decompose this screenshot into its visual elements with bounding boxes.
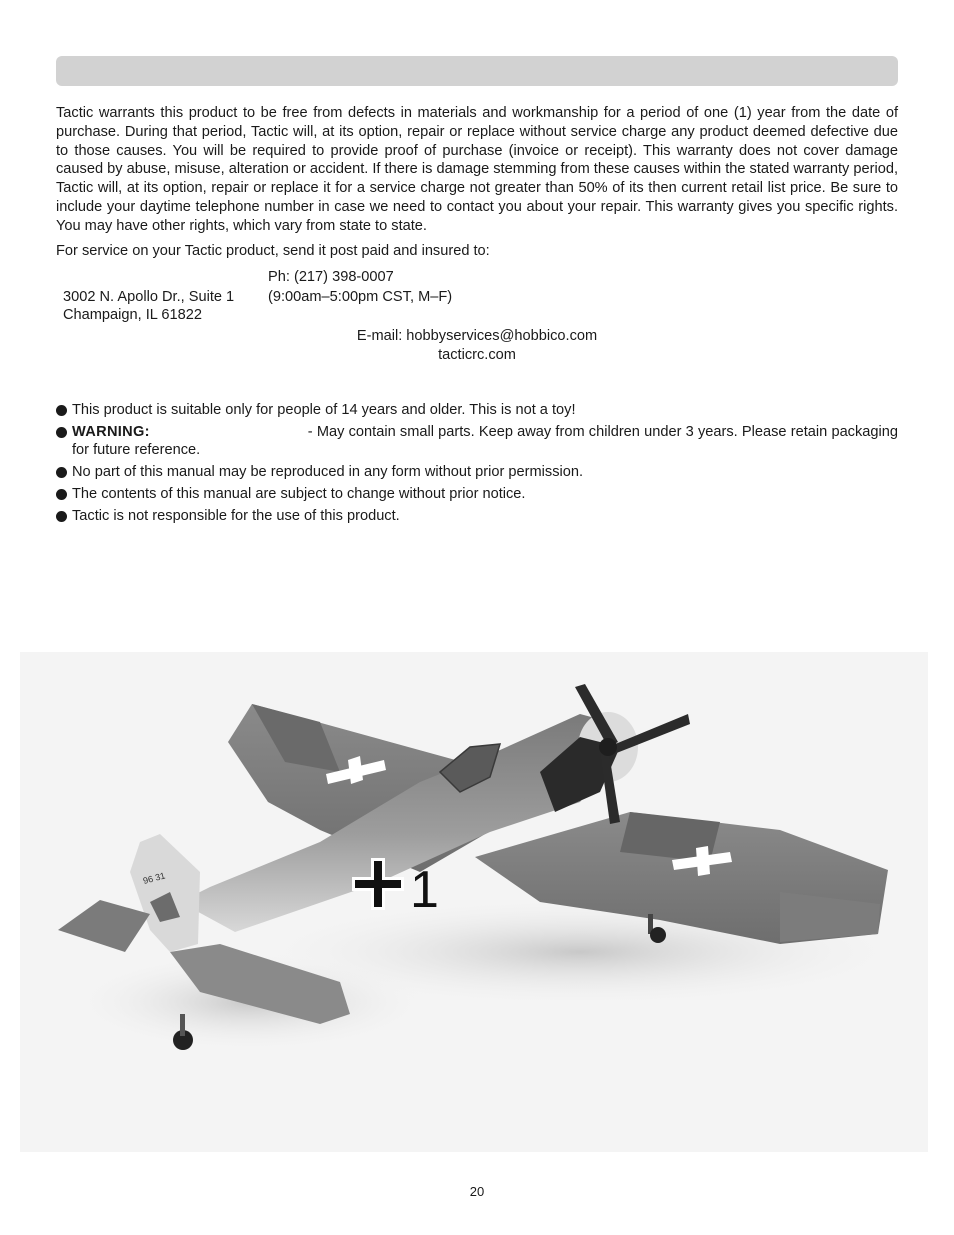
bullet-icon [56,427,67,438]
airplane-photo [20,652,928,1152]
contact-email: E-mail: hobbyservices@hobbico.com [356,328,598,344]
airplane-illustration [20,652,928,1152]
address-line-2: Champaign, IL 61822 [63,307,203,323]
list-item [56,485,898,504]
list-item [56,401,898,420]
spinner [599,738,617,756]
bullet-icon [56,511,67,522]
main-wheel [650,927,666,943]
fuselage-number: 1 [410,861,439,919]
notice-responsibility: Tactic is not responsible for the use of this product. [72,507,400,524]
notice-list [56,401,898,529]
list-item [56,507,898,526]
notice-reproduction: No part of this manual may be reproduced in any form without prior permission. [72,464,584,481]
tail-wheel-strut [180,1014,185,1036]
warning-label: WARNING: [72,423,150,440]
section-header-bar [56,56,898,86]
notice-age: This product is suitable only for people of 14 years and older. This is not a toy! [72,402,576,418]
list-item [56,423,898,460]
contact-website: tacticrc.com [438,347,516,363]
service-intro: For service on your Tactic product, send it post paid and insured to: [56,243,490,259]
contact-hours: (9:00am–5:00pm CST, M–F) [268,289,453,305]
page-number: 20 [469,1184,485,1199]
contact-phone: Ph: (217) 398-0007 [268,269,394,285]
bullet-icon [56,405,67,416]
warning-text: - May contain small parts. Keep away from children under 3 years. Please retain packaging for future reference. [72,423,898,459]
bullet-icon [56,489,67,500]
address-line-1: 3002 N. Apollo Dr., Suite 1 [63,289,235,305]
bullet-icon [56,467,67,478]
tail-fin [130,834,200,952]
warranty-paragraph: Tactic warrants this product to be free from defects in materials and workmanship for a period of one (1) year from the date of purchase. During that period, Tactic will, at its option, repair or replace without service charge any product deemed defective due to those causes. You will be required to provide proof of purchase (invoice or receipt). This warranty does not cover damage caused by abuse, misuse, alteration or accident. If there is damage stemming from these causes within the stated warranty period, Tactic will, at its option, repair or replace it for a service charge not greater than 50% of its then current retail list price. Be sure to include your daytime telephone number in case we need to contact you about your repair. This warranty gives you specific rights. You may have other rights, which vary from state to state. [56,105,898,234]
list-item [56,463,898,482]
left-stabilizer [58,900,150,952]
notice-changes: The contents of this manual are subject to change without prior notice. [72,485,526,502]
tail-code: 96 31 [141,870,167,886]
